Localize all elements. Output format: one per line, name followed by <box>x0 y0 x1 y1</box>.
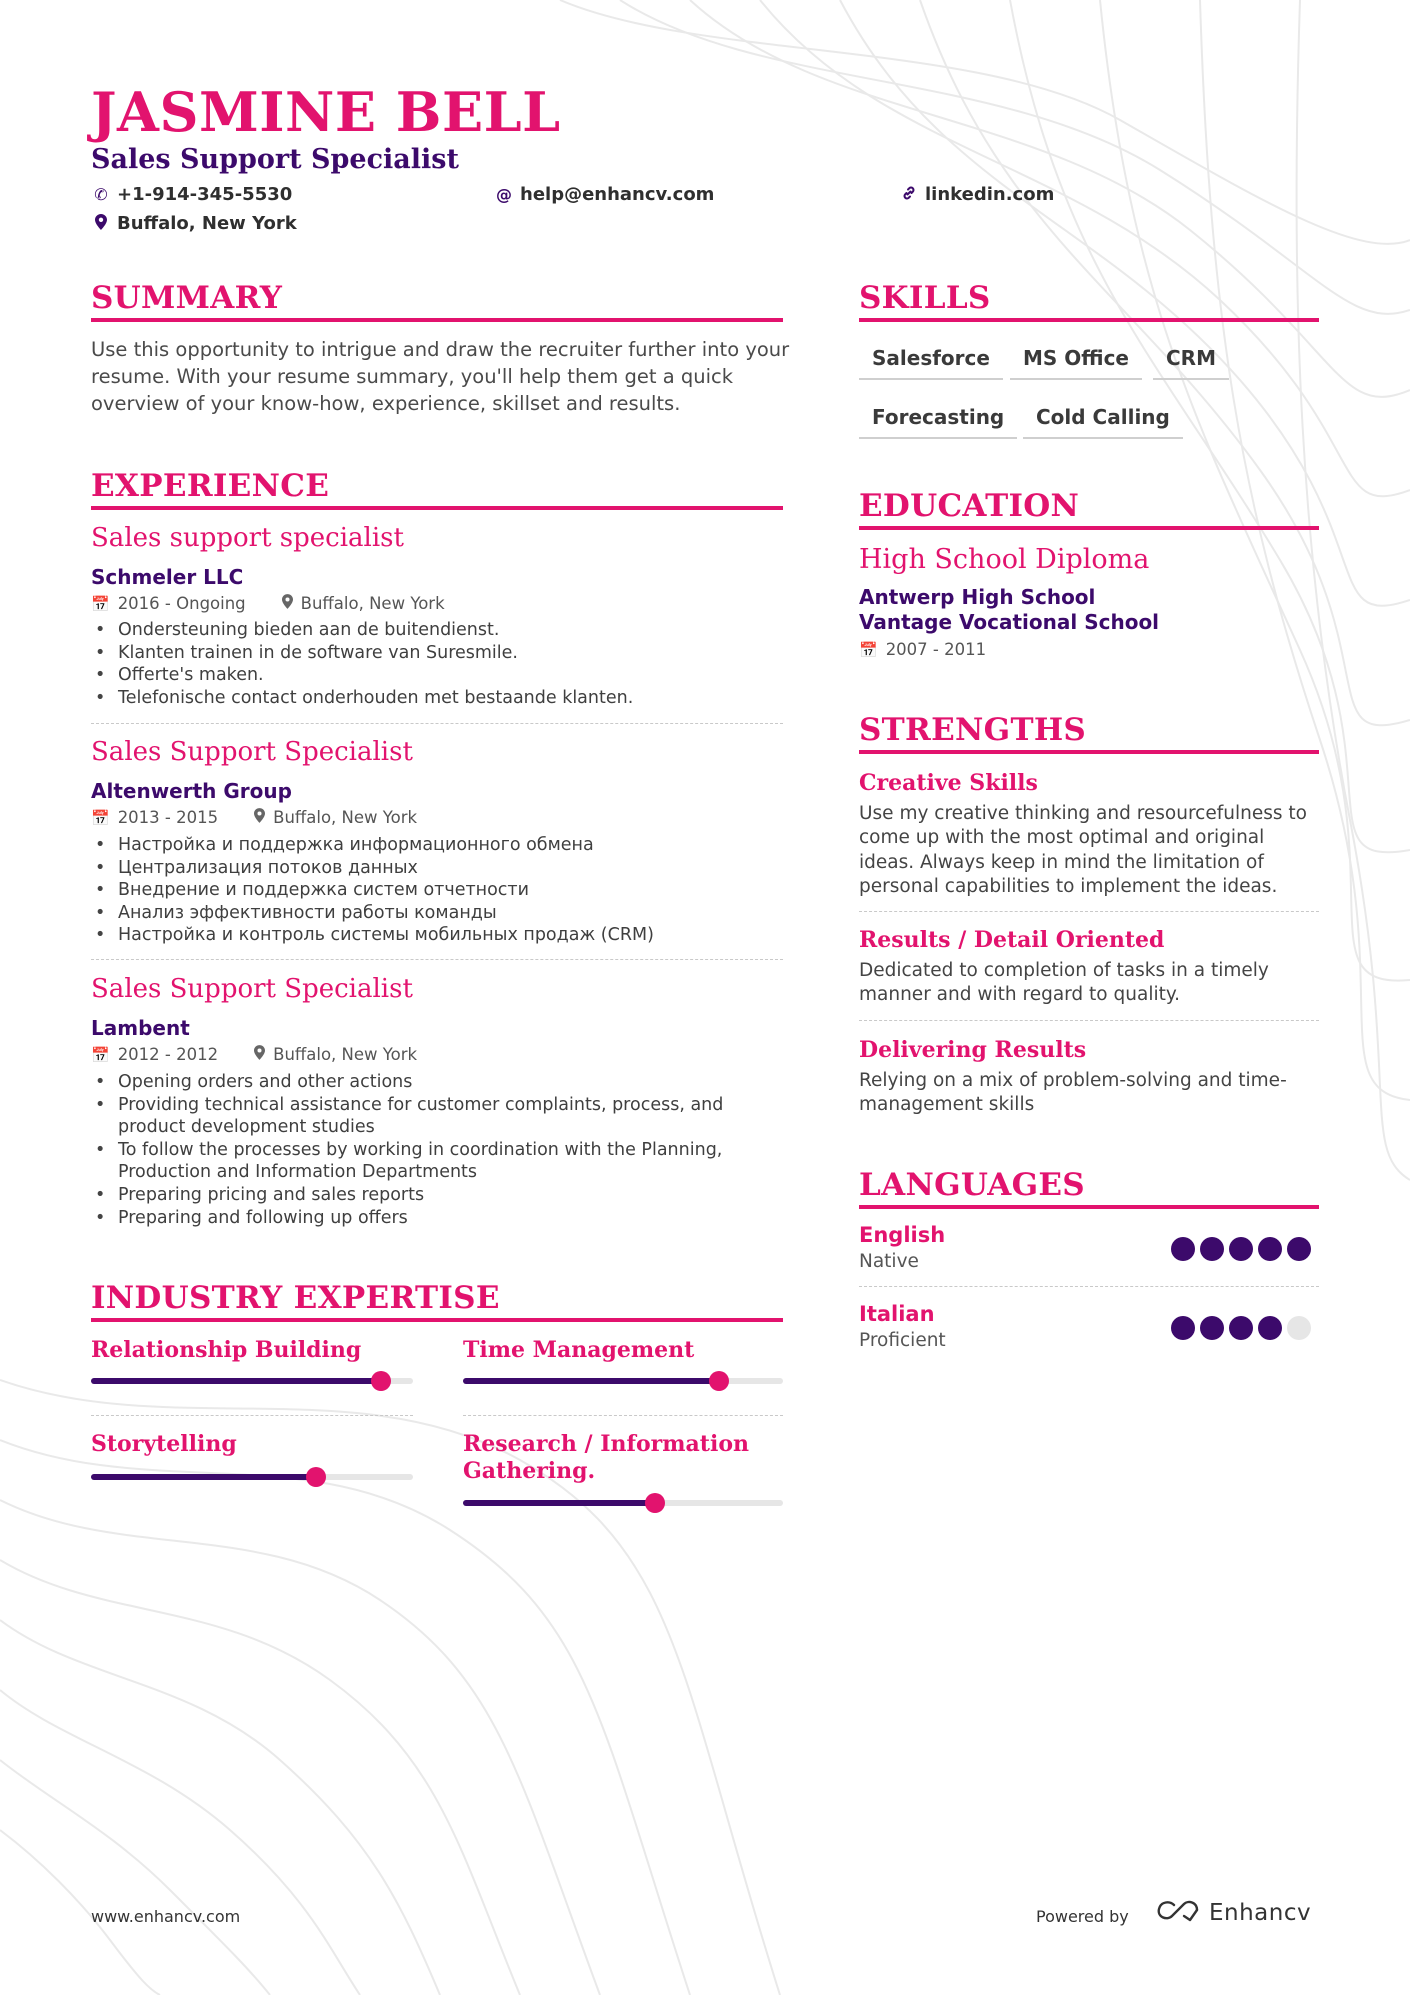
expertise-bar-fill-2 <box>463 1378 719 1384</box>
strength-title-1: Creative Skills <box>859 770 1038 796</box>
rating-dot <box>1287 1237 1311 1261</box>
calendar-icon: 📅 <box>91 1045 110 1064</box>
experience-meta-1 <box>91 594 445 613</box>
expertise-divider-1 <box>91 1415 413 1416</box>
education-meta <box>859 640 986 659</box>
experience-meta-3 <box>91 1045 417 1064</box>
expertise-bar-knob-4 <box>645 1493 665 1513</box>
contact-email[interactable] <box>496 184 714 205</box>
contact-location <box>93 213 297 234</box>
experience-dates-3: 2012 - 2012 <box>117 1045 219 1064</box>
location-pin-icon <box>254 1045 265 1064</box>
education-dates: 2007 - 2011 <box>885 640 987 659</box>
link-icon <box>901 185 917 205</box>
language-divider-1 <box>859 1286 1319 1287</box>
expertise-bar-4 <box>463 1500 783 1506</box>
email-text: help@enhancv.com <box>520 184 715 205</box>
experience-rule <box>91 506 783 510</box>
expertise-bar-knob-3 <box>306 1467 326 1487</box>
experience-divider-1 <box>91 723 783 724</box>
skill-tag-5: Cold Calling <box>1023 405 1183 439</box>
experience-bullets-1 <box>93 619 783 709</box>
expertise-label-3: Storytelling <box>91 1431 237 1457</box>
experience-location-1: Buffalo, New York <box>300 594 445 613</box>
experience-company-2: Altenwerth Group <box>91 779 292 803</box>
strengths-heading: STRENGTHS <box>859 712 1087 748</box>
expertise-bar-2 <box>463 1378 783 1384</box>
expertise-label-4: Research / Information Gathering. <box>463 1431 749 1484</box>
experience-dates-1: 2016 - Ongoing <box>117 594 246 613</box>
language-level-2: Proficient <box>859 1330 946 1351</box>
language-name-2: Italian <box>859 1302 935 1326</box>
education-heading: EDUCATION <box>859 488 1080 524</box>
candidate-title: Sales Support Specialist <box>91 144 459 175</box>
summary-heading: SUMMARY <box>91 280 283 316</box>
list-item: • Klanten trainen in de software van Suresmile. <box>93 642 783 665</box>
experience-role-3: Sales Support Specialist <box>91 974 413 1004</box>
language-rating-2 <box>1171 1316 1311 1340</box>
calendar-icon: 📅 <box>859 640 878 659</box>
experience-meta-2 <box>91 808 417 827</box>
strengths-rule <box>859 750 1319 754</box>
rating-dot <box>1287 1316 1311 1340</box>
phone-icon: ✆ <box>94 185 108 204</box>
experience-role-2: Sales Support Specialist <box>91 737 413 767</box>
education-rule <box>859 526 1319 530</box>
linkedin-text: linkedin.com <box>925 184 1055 205</box>
skill-tag-2: MS Office <box>1010 346 1142 380</box>
footer-powered-by: Powered by <box>1036 1907 1129 1926</box>
rating-dot <box>1171 1237 1195 1261</box>
list-item: • Настройка и контроль системы мобильных продаж (CRM) <box>93 924 783 947</box>
experience-company-1: Schmeler LLC <box>91 565 244 589</box>
experience-divider-2 <box>91 959 783 960</box>
contact-phone[interactable] <box>93 184 292 205</box>
phone-text: +1-914-345-5530 <box>117 184 293 205</box>
language-level-1: Native <box>859 1251 919 1272</box>
rating-dot <box>1200 1316 1224 1340</box>
list-item: • Preparing pricing and sales reports <box>93 1184 783 1207</box>
language-rating-1 <box>1171 1237 1311 1261</box>
list-item: • Opening orders and other actions <box>93 1071 783 1094</box>
rating-dot <box>1229 1237 1253 1261</box>
enhancv-logo-text: Enhancv <box>1209 1900 1312 1926</box>
enhancv-logo[interactable] <box>1155 1898 1311 1928</box>
experience-role-1: Sales support specialist <box>91 523 404 553</box>
list-item: • Providing technical assistance for customer complaints, process, and product development studies <box>93 1094 783 1139</box>
expertise-bar-3 <box>91 1474 413 1480</box>
location-pin-icon <box>93 214 109 234</box>
location-pin-icon <box>282 594 293 613</box>
enhancv-logo-icon <box>1155 1898 1201 1928</box>
experience-bullets-2 <box>93 834 783 947</box>
expertise-heading: INDUSTRY EXPERTISE <box>91 1280 500 1316</box>
experience-location-3: Buffalo, New York <box>273 1045 418 1064</box>
rating-dot <box>1229 1316 1253 1340</box>
list-item: • Анализ эффективности работы команды <box>93 902 783 925</box>
strength-desc-2: Dedicated to completion of tasks in a timely manner and with regard to quality. <box>859 960 1269 1006</box>
strength-divider-2 <box>859 1020 1319 1021</box>
expertise-bar-1 <box>91 1378 413 1384</box>
expertise-rule <box>91 1318 783 1322</box>
skill-tag-1: Salesforce <box>859 346 1003 380</box>
skills-rule <box>859 318 1319 322</box>
strength-desc-1: Use my creative thinking and resourcefulness to come up with the most optimal and original ideas. Always keep in mind the limitation of personal capabilities to implement the ideas. <box>859 803 1307 897</box>
strength-title-2: Results / Detail Oriented <box>859 927 1165 953</box>
skill-tag-4: Forecasting <box>859 405 1017 439</box>
list-item: • Telefonische contact onderhouden met bestaande klanten. <box>93 687 783 710</box>
expertise-bar-fill-4 <box>463 1500 655 1506</box>
calendar-icon: 📅 <box>91 594 110 613</box>
rating-dot <box>1200 1237 1224 1261</box>
location-pin-icon <box>254 808 265 827</box>
education-school-2: Vantage Vocational School <box>859 610 1160 634</box>
list-item: • Внедрение и поддержка систем отчетности <box>93 879 783 902</box>
summary-rule <box>91 318 783 322</box>
list-item: • Настройка и поддержка информационного обмена <box>93 834 783 857</box>
rating-dot <box>1258 1316 1282 1340</box>
expertise-label-1: Relationship Building <box>91 1337 362 1363</box>
expertise-bar-knob-1 <box>371 1371 391 1391</box>
list-item: • Offerte's maken. <box>93 664 783 687</box>
at-icon: @ <box>496 185 512 204</box>
list-item: • Ondersteuning bieden aan de buitendienst. <box>93 619 783 642</box>
rating-dot <box>1258 1237 1282 1261</box>
languages-rule <box>859 1205 1319 1209</box>
language-name-1: English <box>859 1223 946 1247</box>
languages-heading: LANGUAGES <box>859 1167 1085 1203</box>
experience-company-3: Lambent <box>91 1016 190 1040</box>
summary-text: Use this opportunity to intrigue and draw the recruiter further into your resume. With your resume summary, you'll help them get a quick overview of your know-how, experience, skillset and results. <box>91 338 790 415</box>
experience-bullets-3 <box>93 1071 783 1229</box>
footer-website[interactable]: www.enhancv.com <box>91 1907 241 1926</box>
experience-heading: EXPERIENCE <box>91 468 330 504</box>
list-item: • Централизация потоков данных <box>93 857 783 880</box>
location-text: Buffalo, New York <box>117 213 297 234</box>
list-item: • To follow the processes by working in coordination with the Planning, Production and Information Departments <box>93 1139 783 1184</box>
strength-desc-3: Relying on a mix of problem-solving and time-management skills <box>859 1070 1287 1116</box>
experience-dates-2: 2013 - 2015 <box>117 808 219 827</box>
calendar-icon: 📅 <box>91 808 110 827</box>
education-school-1: Antwerp High School <box>859 585 1096 609</box>
candidate-name: JASMINE BELL <box>91 80 561 144</box>
expertise-bar-fill-1 <box>91 1378 381 1384</box>
contact-linkedin[interactable] <box>901 184 1054 205</box>
skills-heading: SKILLS <box>859 280 991 316</box>
strength-divider-1 <box>859 911 1319 912</box>
expertise-divider-2 <box>463 1415 783 1416</box>
expertise-label-2: Time Management <box>463 1337 695 1363</box>
expertise-bar-knob-2 <box>709 1371 729 1391</box>
strength-title-3: Delivering Results <box>859 1037 1087 1063</box>
experience-location-2: Buffalo, New York <box>273 808 418 827</box>
list-item: • Preparing and following up offers <box>93 1207 783 1230</box>
rating-dot <box>1171 1316 1195 1340</box>
skill-tag-3: CRM <box>1153 346 1229 380</box>
expertise-bar-fill-3 <box>91 1474 316 1480</box>
education-degree: High School Diploma <box>859 544 1150 575</box>
